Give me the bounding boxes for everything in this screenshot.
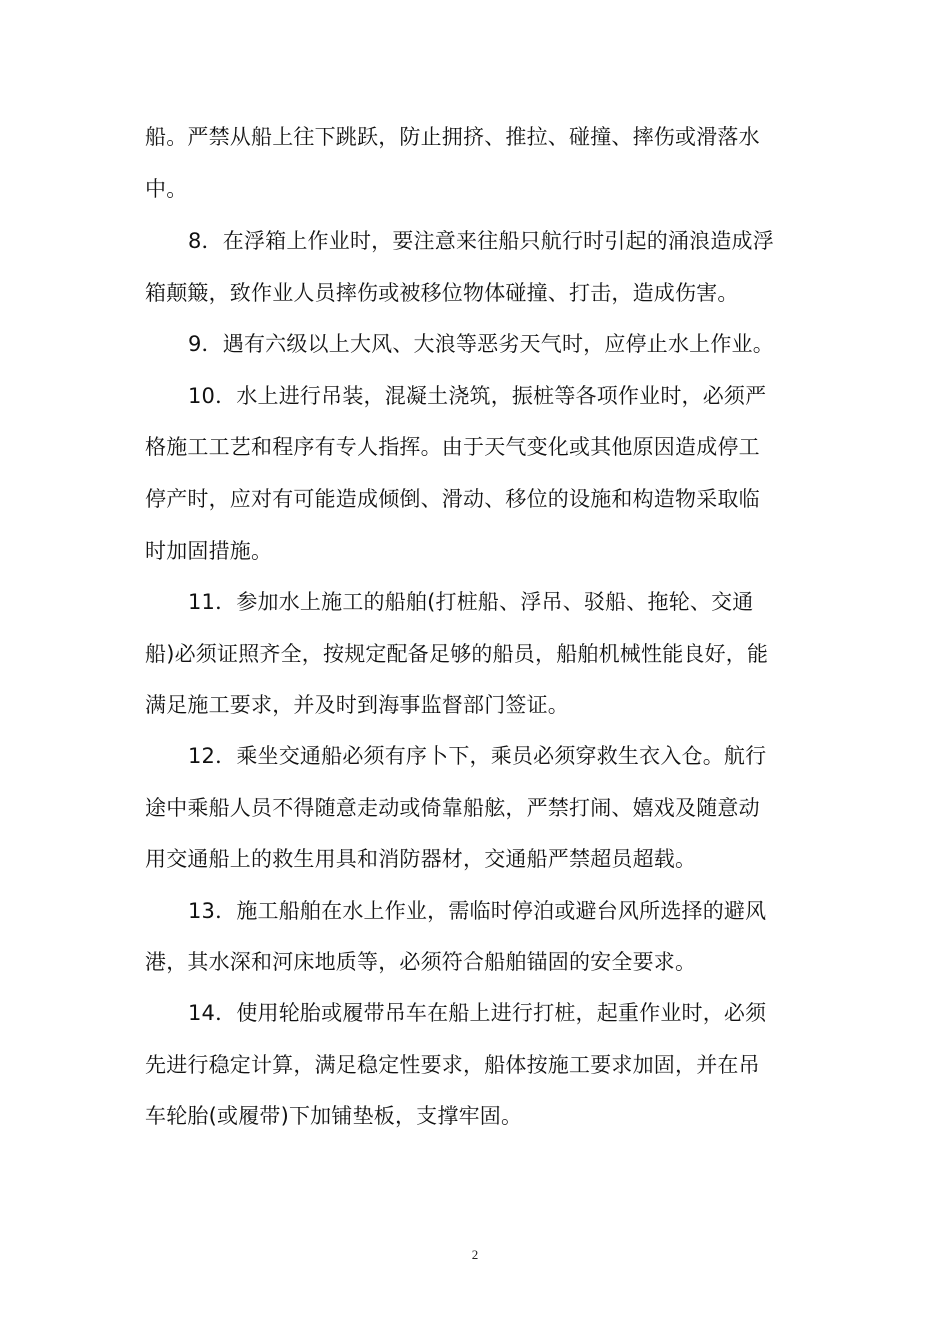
body-text-line: 途中乘船人员不得随意走动或倚靠船舷，严禁打闹、嬉戏及随意动	[145, 796, 760, 820]
body-text-line: 中。	[145, 177, 188, 201]
body-text-line: 车轮胎(或履带)下加铺垫板，支撑牢固。	[145, 1104, 523, 1128]
item-10-text: 10．水上进行吊装，混凝土浇筑，振桩等各项作业时，必须严	[188, 384, 767, 408]
body-text-line: 船。严禁从船上往下跳跃，防止拥挤、推拉、碰撞、摔伤或滑落水	[145, 125, 760, 149]
body-text-line: 满足施工要求，并及时到海事监督部门签证。	[145, 693, 569, 717]
body-text-line: 停产时，应对有可能造成倾倒、滑动、移位的设施和构造物采取临	[145, 487, 760, 511]
item-8-text: 8．在浮箱上作业时，要注意来往船只航行时引起的涌浪造成浮	[188, 229, 774, 253]
body-text-line: 港，其水深和河床地质等，必须符合船舶锚固的安全要求。	[145, 950, 697, 974]
body-text-line: 格施工工艺和程序有专人指挥。由于天气变化或其他原因造成停工	[145, 435, 760, 459]
body-text-line: 先进行稳定计算，满足稳定性要求，船体按施工要求加固，并在吊	[145, 1053, 760, 1077]
item-14-text: 14．使用轮胎或履带吊车在船上进行打桩，起重作业时，必须	[188, 1001, 767, 1025]
item-11-text: 11．参加水上施工的船舶(打桩船、浮吊、驳船、拖轮、交通	[188, 590, 754, 614]
item-13-text: 13．施工船舶在水上作业，需临时停泊或避台风所选择的避风	[188, 899, 767, 923]
body-text-line: 时加固措施。	[145, 539, 273, 563]
body-text-line: 箱颠簸，致作业人员摔伤或被移位物体碰撞、打击，造成伤害。	[145, 281, 739, 305]
body-text-line: 用交通船上的救生用具和消防器材，交通船严禁超员超载。	[145, 847, 697, 871]
item-12-text: 12．乘坐交通船必须有序卜下，乘员必须穿救生衣入仓。航行	[188, 744, 767, 768]
page-number: 2	[471, 1247, 479, 1262]
body-text-line: 船)必须证照齐全，按规定配备足够的船员，船舶机械性能良好，能	[145, 642, 769, 666]
item-9-text: 9．遇有六级以上大风、大浪等恶劣天气时，应停止水上作业。	[188, 332, 774, 356]
